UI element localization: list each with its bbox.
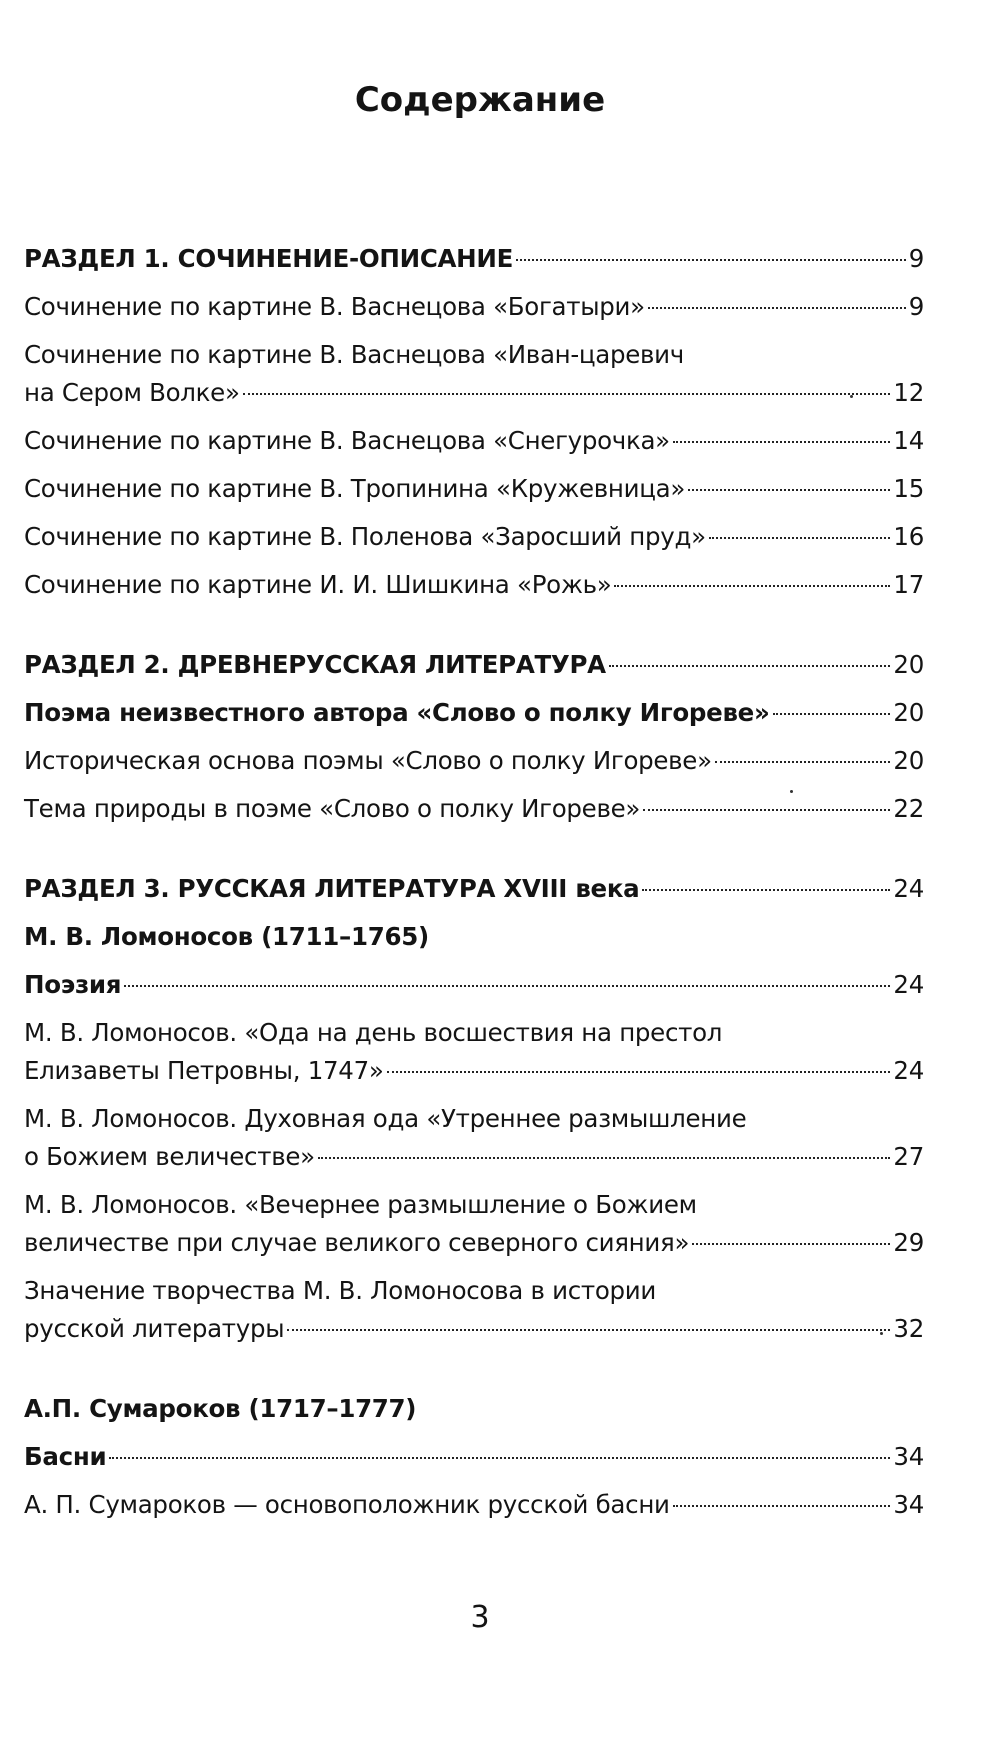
page-title: Содержание [354,80,606,120]
toc-entry-page: 32 [893,1314,924,1343]
dot-leader [614,585,890,587]
dot-leader [673,1505,891,1507]
toc-entry [24,1390,924,1428]
toc-entry [24,1014,924,1090]
toc-entry-page: 22 [893,794,924,823]
dot-leader [715,761,891,763]
toc-entry [24,240,924,278]
toc-entry-title: величестве при случае великого северного сияния» [24,1228,690,1257]
toc-entry-title: Басни [24,1442,107,1471]
toc-entry-title: Поэзия [24,970,122,999]
toc-entry-title-line1: Сочинение по картине В. Васнецова «Иван-царевич [24,340,684,369]
toc-entry-page: 16 [893,522,924,551]
dot-leader [124,985,890,987]
toc-entry-page: 34 [893,1442,924,1471]
toc-entry [24,566,924,604]
toc-entry-title: РАЗДЕЛ 3. РУССКАЯ ЛИТЕРАТУРА XVIII века [24,874,640,903]
toc-entry-page: 15 [893,474,924,503]
dot-leader [688,489,890,491]
toc-entry [24,870,924,908]
toc-entry-title: Сочинение по картине В. Тропинина «Кружевница» [24,474,686,503]
toc-entry-title: Историческая основа поэмы «Слово о полку Игореве» [24,746,712,775]
toc-entry-title: Тема природы в поэме «Слово о полку Игореве» [24,794,641,823]
dot-leader [387,1071,891,1073]
dot-leader [773,713,891,715]
dot-leader [109,1457,890,1459]
toc-entry-page: 14 [893,426,924,455]
toc-entry-title-line1: Значение творчества М. В. Ломоносова в истории [24,1276,657,1305]
toc-entry-page: 29 [893,1228,924,1257]
toc-entry-page: 9 [908,292,924,321]
dot-leader [648,307,906,309]
toc-entry [24,1438,924,1476]
toc-entry [24,470,924,508]
toc-entry [24,646,924,684]
toc-entry-title: Елизаветы Петровны, 1747» [24,1056,384,1085]
toc-entry-title-line1: М. В. Ломоносов. «Вечернее размышление о Божием [24,1190,697,1219]
toc-entry [24,1100,924,1176]
toc-entry-title: Сочинение по картине И. И. Шишкина «Рожь» [24,570,612,599]
dot-leader [318,1157,891,1159]
toc-entry-page: 20 [893,746,924,775]
toc-entry-title-line1: М. В. Ломоносов. «Ода на день восшествия на престол [24,1018,723,1047]
toc-entry-title: Сочинение по картине В. Васнецова «Богатыри» [24,292,645,321]
toc-entry [24,742,924,780]
dot-leader [642,889,890,891]
toc-entry-title: о Божием величестве» [24,1142,315,1171]
toc-entry-page: 24 [893,874,924,903]
dot-leader [643,809,890,811]
toc-entry-title-line1: М. В. Ломоносов. Духовная ода «Утреннее размышление [24,1104,747,1133]
toc-entry-title: Сочинение по картине В. Васнецова «Снегурочка» [24,426,670,455]
toc-entry-page: 12 [893,378,924,407]
toc-entry [24,694,924,732]
toc-entry-title: А. П. Сумароков — основоположник русской басни [24,1490,670,1519]
scan-speck [850,395,853,398]
toc-entry-page: 24 [893,970,924,999]
dot-leader [243,393,891,395]
toc-entry [24,422,924,460]
scan-speck [880,1332,883,1335]
scan-speck [790,790,793,793]
toc-entry [24,518,924,556]
toc-entry-title: РАЗДЕЛ 1. СОЧИНЕНИЕ-ОПИСАНИЕ [24,244,514,273]
toc-entry-title: русской литературы [24,1314,285,1343]
toc-entry [24,966,924,1004]
dot-leader [709,537,891,539]
toc-entry-title: М. В. Ломоносов (1711–1765) [24,922,429,951]
toc-entry-title: Сочинение по картине В. Поленова «Заросший пруд» [24,522,706,551]
toc-entry [24,1186,924,1262]
toc-entry [24,336,924,412]
table-of-contents [24,240,924,1534]
toc-entry [24,790,924,828]
toc-entry-title: РАЗДЕЛ 2. ДРЕВНЕРУССКАЯ ЛИТЕРАТУРА [24,650,606,679]
dot-leader [609,665,891,667]
toc-entry [24,918,924,956]
toc-entry-title: А.П. Сумароков (1717–1777) [24,1394,417,1423]
toc-entry-page: 20 [893,698,924,727]
toc-entry [24,1486,924,1524]
toc-entry-page: 24 [893,1056,924,1085]
toc-entry-page: 17 [893,570,924,599]
toc-entry-page: 9 [908,244,924,273]
toc-entry [24,288,924,326]
dot-leader [516,259,906,261]
toc-entry-title: Поэма неизвестного автора «Слово о полку Игореве» [24,698,770,727]
dot-leader [287,1329,890,1331]
toc-entry-page: 20 [893,650,924,679]
toc-entry-page: 27 [893,1142,924,1171]
toc-entry-page: 34 [893,1490,924,1519]
page-number: 3 [470,1600,490,1635]
dot-leader [692,1243,890,1245]
dot-leader [673,441,891,443]
toc-entry [24,1272,924,1348]
toc-entry-title: на Сером Волке» [24,378,240,407]
